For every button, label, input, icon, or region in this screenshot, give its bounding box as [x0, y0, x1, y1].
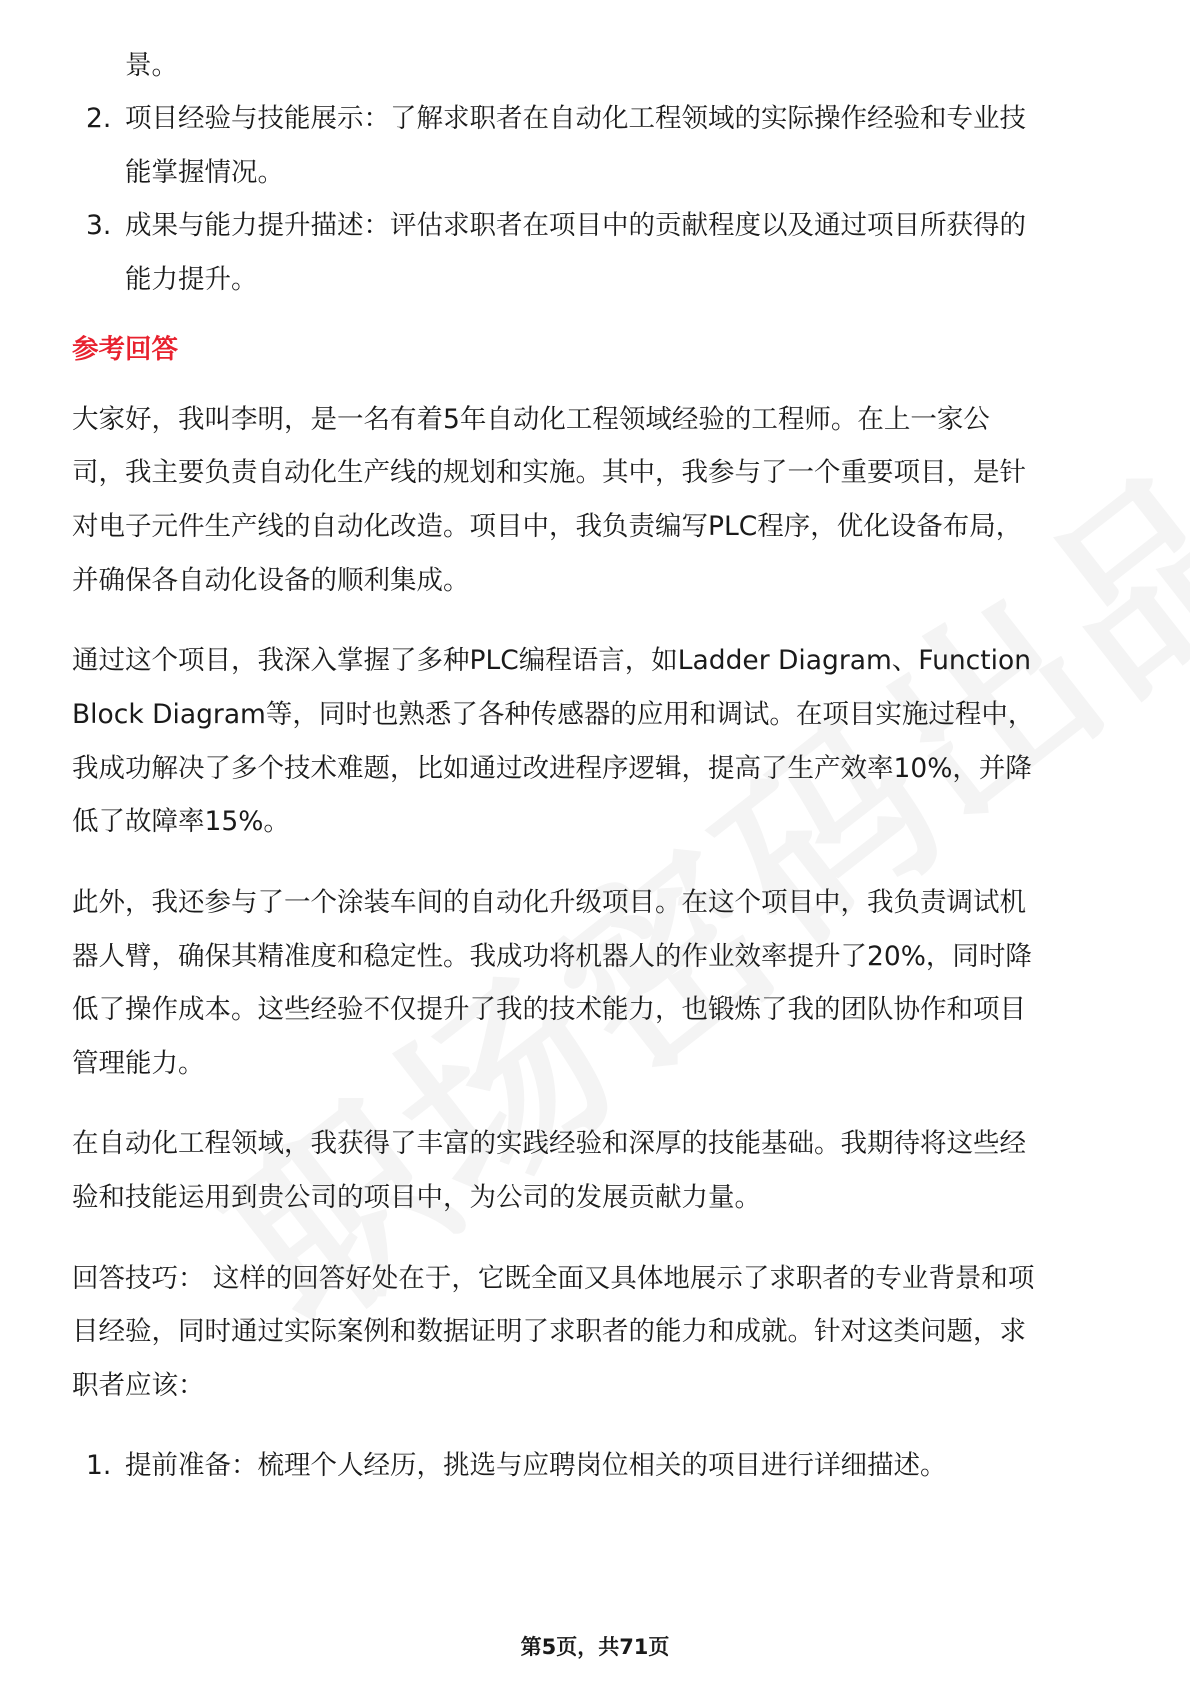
answer-tips-line-3: 职者应该：: [72, 1370, 205, 1401]
focus-item-2-number: 2.: [86, 103, 112, 134]
paragraph-1-line-4: 并确保各自动化设备的顺利集成。: [72, 565, 470, 596]
paragraph-4-line-2: 验和技能运用到贵公司的项目中，为公司的发展贡献力量。: [72, 1182, 761, 1213]
paragraph-2-line-4: 低了故障率15%。: [72, 806, 290, 837]
tips-item-1-text: 提前准备：梳理个人经历，挑选与应聘岗位相关的项目进行详细描述。: [125, 1450, 947, 1481]
paragraph-3-line-4: 管理能力。: [72, 1048, 205, 1079]
paragraph-2-line-3: 我成功解决了多个技术难题，比如通过改进程序逻辑，提高了生产效率10%，并降: [72, 753, 1032, 784]
answer-tips-line-2: 目经验，同时通过实际案例和数据证明了求职者的能力和成就。针对这类问题，求: [72, 1316, 1026, 1347]
reference-answer-heading: 参考回答: [72, 334, 178, 365]
focus-item-3-line-2: 能力提升。: [125, 264, 258, 295]
focus-item-2-line-2: 能掌握情况。: [125, 157, 284, 188]
paragraph-4-line-1: 在自动化工程领域，我获得了丰富的实践经验和深厚的技能基础。我期待将这些经: [72, 1128, 1026, 1159]
paragraph-1-line-3: 对电子元件生产线的自动化改造。项目中，我负责编写PLC程序，优化设备布局，: [72, 511, 1023, 542]
tips-item-1-number: 1.: [86, 1450, 112, 1481]
paragraph-3-line-2: 器人臂，确保其精准度和稳定性。我成功将机器人的作业效率提升了20%，同时降: [72, 941, 1032, 972]
focus-item-3-number: 3.: [86, 210, 112, 241]
page-number-footer: 第5页，共71页: [520, 1635, 670, 1659]
paragraph-2-line-1: 通过这个项目，我深入掌握了多种PLC编程语言，如Ladder Diagram、Function: [72, 645, 1032, 676]
paragraph-1-line-1: 大家好，我叫李明，是一名有着5年自动化工程领域经验的工程师。在上一家公: [72, 404, 990, 435]
paragraph-3-line-1: 此外，我还参与了一个涂装车间的自动化升级项目。在这个项目中，我负责调试机: [72, 887, 1026, 918]
intro-continuation: 景。: [125, 50, 178, 81]
focus-item-2-line-1: 项目经验与技能展示：了解求职者在自动化工程领域的实际操作经验和专业技: [125, 103, 1026, 134]
answer-tips-line-1: 回答技巧： 这样的回答好处在于，它既全面又具体地展示了求职者的专业背景和项: [72, 1263, 1035, 1294]
paragraph-2-line-2: Block Diagram等，同时也熟悉了各种传感器的应用和调试。在项目实施过程中，: [72, 699, 1035, 730]
paragraph-1-line-2: 司，我主要负责自动化生产线的规划和实施。其中，我参与了一个重要项目，是针: [72, 457, 1026, 488]
paragraph-3-line-3: 低了操作成本。这些经验不仅提升了我的技术能力，也锻炼了我的团队协作和项目: [72, 994, 1026, 1025]
focus-item-3-line-1: 成果与能力提升描述：评估求职者在项目中的贡献程度以及通过项目所获得的: [125, 210, 1026, 241]
